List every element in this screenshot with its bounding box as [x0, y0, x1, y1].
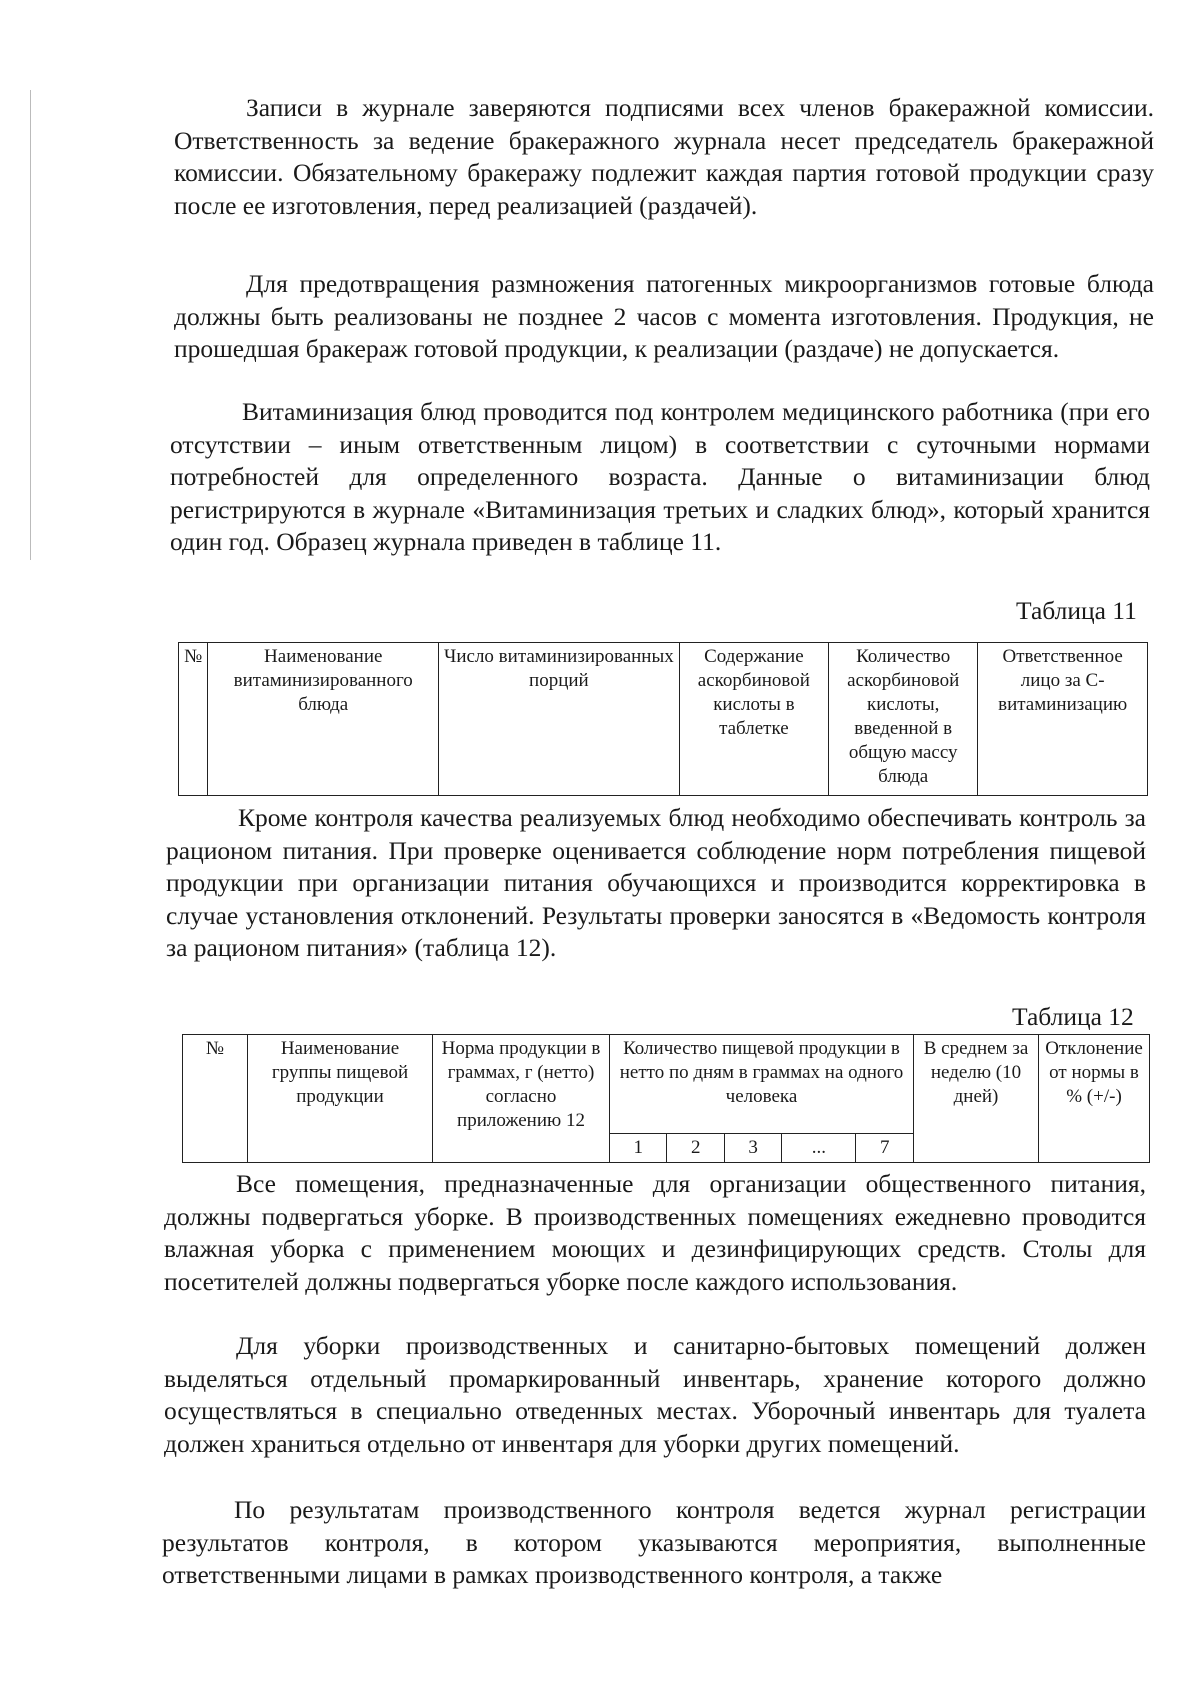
table-11-caption: Таблица 11 [1016, 596, 1137, 625]
table-row [179, 643, 1148, 796]
paragraph-2: Для предотвращения размножения патогенных микроорганизмов готовые блюда должны быть реализованы не позднее 2 часов с момента изготовления. Продукция, не прошедшая бракераж готовой продукции, к реализации (раздаче) не допускается. [174, 269, 1154, 363]
table-11-header-dish: Наименование витаминизированного блюда [208, 643, 439, 796]
table-11-header-responsible: Ответственное лицо за С-витаминизацию [978, 643, 1148, 796]
paragraph-4: Кроме контроля качества реализуемых блюд необходимо обеспечивать контроль за рационом питания. При проверке оценивается соблюдение норм потребления пищевой продукции при организации питания обучающихся и производится корректировка в случае установления отклонений. Результаты проверки заносятся в «Ведомость контроля за рационом питания» (таблица 12). [166, 803, 1146, 962]
paragraph-7: По результатам производственного контроля ведется журнал регистрации результатов контроля, в котором указываются мероприятия, выполненные ответственными лицами в рамках производственного контроля, а также [162, 1495, 1146, 1589]
table-12-day-3: 3 [724, 1134, 781, 1163]
table-12-day-1: 1 [610, 1134, 667, 1163]
table-12 [182, 1034, 1150, 1163]
table-12-header-num: № [183, 1035, 248, 1163]
table-12-header-deviation: Отклонение от нормы в % (+/-) [1039, 1035, 1150, 1163]
scan-margin-line [30, 90, 31, 560]
paragraph-1: Записи в журнале заверяются подписями всех членов бракеражной комиссии. Ответственность за ведение бракеражного журнала несет председатель бракеражной комиссии. Обязательному бракеражу подлежит каждая партия готовой продукции сразу после ее изготовления, перед реализацией (раздачей). [174, 93, 1154, 220]
table-12-day-ellipsis: ... [782, 1134, 856, 1163]
table-11-header-portions: Число витаминизированных порций [439, 643, 680, 796]
table-11-header-acid-total: Количество аскорбиновой кислоты, введенной в общую массу блюда [829, 643, 978, 796]
paragraph-3: Витаминизация блюд проводится под контролем медицинского работника (при его отсутствии – иным ответственным лицом) в соответствии с суточными нормами потребностей для определенного возраста. Данные о витаминизации блюд регистрируются в журнале «Витаминизация третьих и сладких блюд», который хранится один год. Образец журнала приведен в таблице 11. [170, 397, 1150, 556]
table-11-header-acid-tablet: Содержание аскорбиновой кислоты в таблетке [679, 643, 828, 796]
table-11-header-num: № [179, 643, 208, 796]
paragraph-6: Для уборки производственных и санитарно-бытовых помещений должен выделяться отдельный промаркированный инвентарь, хранение которого должно осуществляться в специально отведенных местах. Уборочный инвентарь для туалета должен храниться отдельно от инвентаря для уборки других помещений. [164, 1331, 1146, 1458]
table-12-day-2: 2 [667, 1134, 724, 1163]
paragraph-5: Все помещения, предназначенные для организации общественного питания, должны подвергаться уборке. В производственных помещениях ежедневно проводится влажная уборка с применением моющих и дезинфицирующих средств. Столы для посетителей должны подвергаться уборке после каждого использования. [164, 1169, 1146, 1296]
table-12-header-amount: Количество пищевой продукции в нетто по дням в граммах на одного человека [610, 1035, 914, 1134]
table-12-header-average: В среднем за неделю (10 дней) [914, 1035, 1039, 1163]
table-11 [178, 642, 1148, 796]
table-12-caption: Таблица 12 [1012, 1002, 1134, 1031]
table-12-header-norm: Норма продукции в граммах, г (нетто) согласно приложению 12 [433, 1035, 610, 1163]
table-row [183, 1035, 1150, 1134]
table-12-day-7: 7 [856, 1134, 914, 1163]
table-12-header-group: Наименование группы пищевой продукции [248, 1035, 433, 1163]
